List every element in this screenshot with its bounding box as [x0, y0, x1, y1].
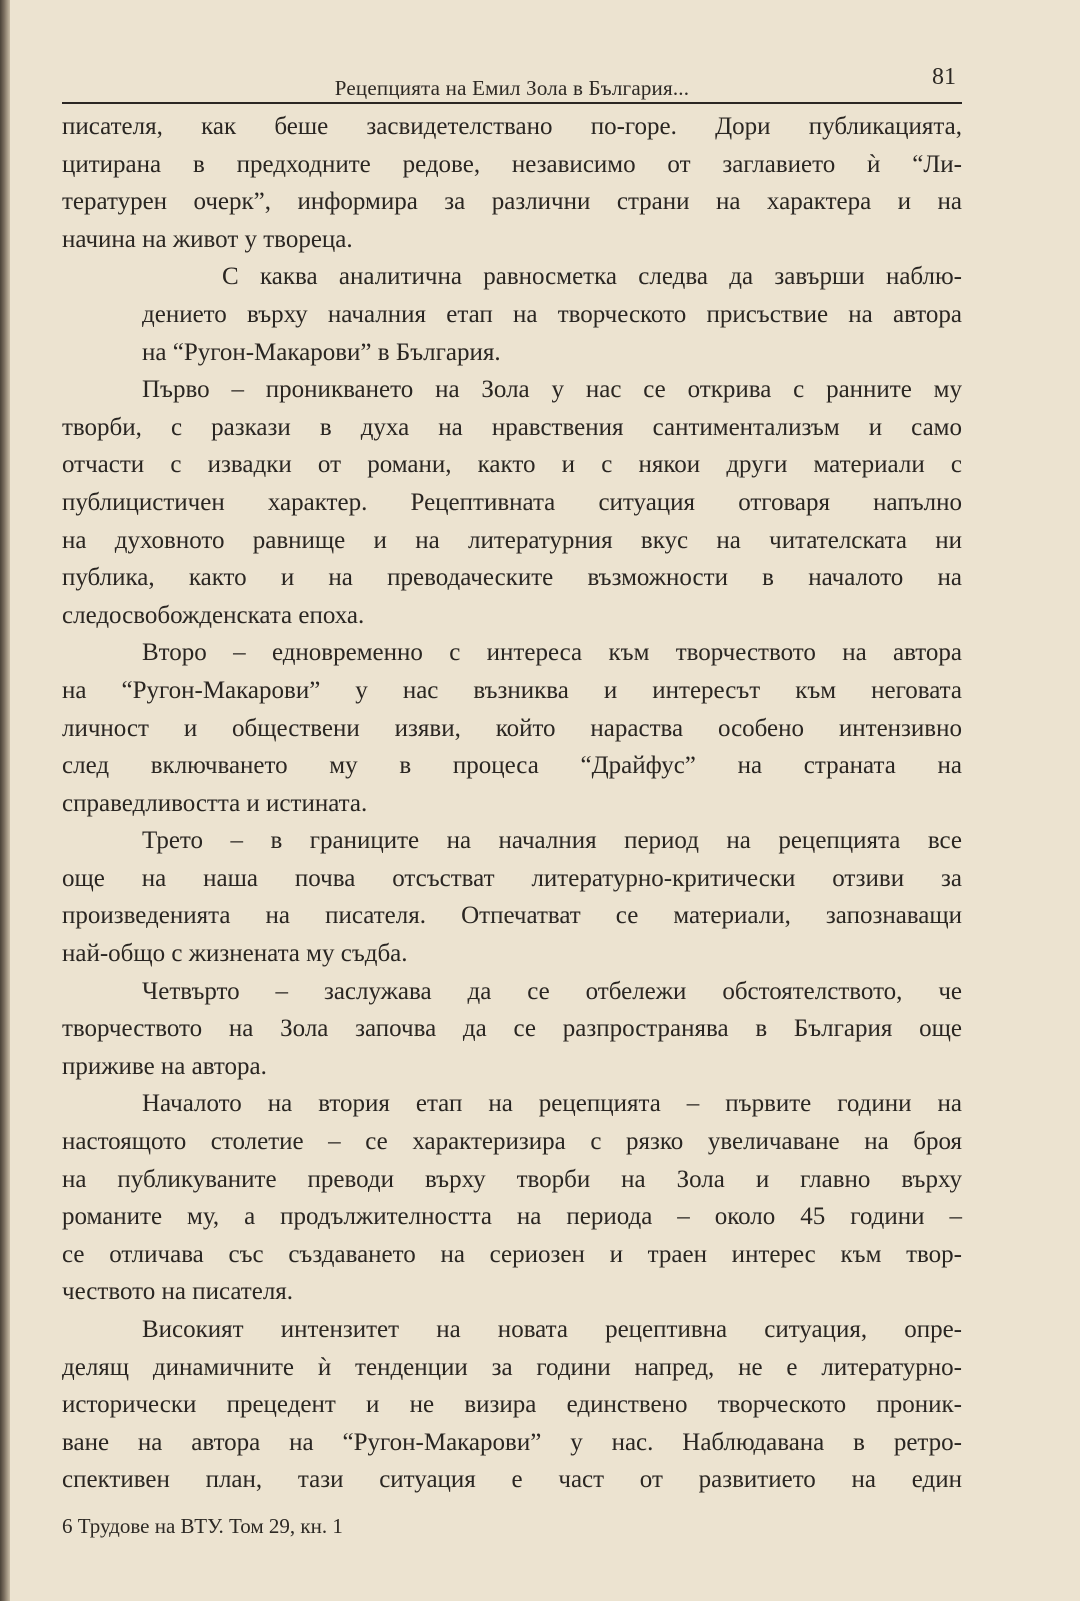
text-line: исторически прецедент и не визира единствено творческото проник-: [62, 1391, 962, 1419]
body-text: [62, 108, 962, 1499]
page-footer: 6 Трудове на ВТУ. Том 29, кн. 1: [62, 1514, 343, 1538]
running-header-title: Рецепцията на Емил Зола в България...: [334, 76, 690, 100]
text-line: С каква аналитична равносметка следва да завърши наблю-: [222, 263, 962, 291]
text-line: начина на живот у твореца.: [62, 225, 353, 253]
paragraph-5: [62, 822, 962, 972]
text-line: Второ – едновременно с интереса към творчеството на автора: [142, 639, 962, 667]
paragraph-7: [62, 1085, 962, 1311]
text-line: ване на автора на “Ругон-Макарови” у нас. Наблюдавана в ретро-: [62, 1428, 962, 1456]
text-line: Началото на втория етап на рецепцията – първите години на: [142, 1090, 962, 1118]
text-line: творчеството на Зола започва да се разпространява в България още: [62, 1015, 962, 1043]
text-line: Първо – проникването на Зола у нас се открива с ранните му: [142, 376, 962, 404]
text-line: настоящото столетие – се характеризира с рязко увеличаване на броя: [62, 1128, 962, 1156]
text-line: на “Ругон-Макарови” в България.: [142, 338, 501, 366]
text-line: публицистичен характер. Рецептивната ситуация отговаря напълно: [62, 488, 962, 516]
text-line: писателя, как беше засвидетелствано по-горе. Дори публикацията,: [62, 113, 962, 140]
text-line: дението върху началния етап на творческото присъствие на автора: [142, 300, 962, 328]
text-line: спективен план, тази ситуация е част от развитието на един: [62, 1466, 962, 1494]
book-binding-edge: [0, 0, 10, 1601]
text-line: приживе на автора.: [62, 1052, 267, 1080]
text-line: личност и обществени изяви, който нараства особено интензивно: [62, 714, 962, 742]
text-line: на духовното равнище и на литературния вкус на читателската ни: [62, 526, 962, 554]
text-line: следосвобожденската епоха.: [62, 601, 365, 629]
text-line: романите му, а продължителността на периода – около 45 години –: [62, 1203, 962, 1231]
page-number: 81: [932, 64, 956, 90]
text-line: творби, с разкази в духа на нравствения сантиментализъм и само: [62, 413, 962, 441]
text-line: Високият интензитет на новата рецептивна ситуация, опре-: [142, 1316, 962, 1343]
text-line: след включването му в процеса “Драйфус” на страната на: [62, 752, 962, 780]
book-page: [62, 60, 962, 1499]
text-line: Трето – в границите на началния период на рецепцията все: [142, 827, 962, 855]
paragraph-6: [62, 973, 962, 1086]
text-line: на публикуваните преводи върху творби на Зола и главно върху: [62, 1165, 962, 1193]
paragraph-3: [62, 371, 962, 634]
text-line: публика, както и на преводаческите възможности в началото на: [62, 564, 962, 592]
paragraph-8: [62, 1311, 962, 1499]
text-line: отчасти с извадки от романи, както и с някои други материали с: [62, 451, 962, 479]
text-line: тературен очерк”, информира за различни страни на характера и на: [62, 188, 962, 216]
text-line: Четвърто – заслужава да се отбележи обстоятелството, че: [142, 977, 962, 1005]
paragraph-4: [62, 634, 962, 822]
text-line: още на наша почва отсъстват литературно-критически отзиви за: [62, 864, 962, 892]
text-line: произведенията на писателя. Отпечатват се материали, запознаващи: [62, 902, 962, 930]
text-line: справедливостта и истината.: [62, 789, 368, 817]
running-header: [62, 60, 962, 102]
text-line: делящ динамичните ѝ тенденции за години напред, не е литературно-: [62, 1353, 962, 1381]
text-line: най-общо с жизнената му съдба.: [62, 940, 408, 968]
paragraph-2: [62, 258, 962, 371]
paragraph-1: [62, 108, 962, 258]
text-line: се отличава със създаването на сериозен и траен интерес към твор-: [62, 1240, 962, 1268]
text-line: на “Ругон-Макарови” у нас възниква и интересът към неговата: [62, 676, 962, 704]
header-rule: [62, 102, 962, 104]
text-line: цитирана в предходните редове, независимо от заглавието ѝ “Ли-: [62, 150, 962, 178]
text-line: чеството на писателя.: [62, 1278, 294, 1306]
